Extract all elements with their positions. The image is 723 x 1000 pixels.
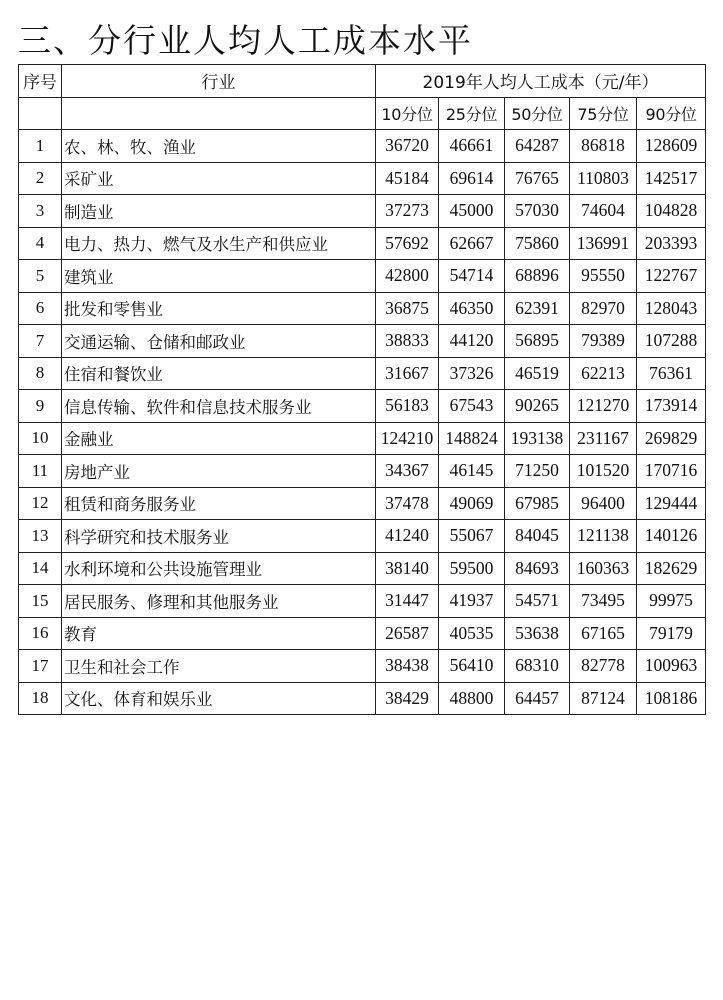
row-p90-value: 129444	[637, 487, 706, 520]
row-p75-value: 62213	[570, 357, 637, 390]
table-row	[19, 292, 706, 325]
row-index: 7	[19, 325, 62, 358]
row-p75-value: 121138	[570, 520, 637, 553]
table-row	[19, 195, 706, 228]
row-p10-value: 37478	[376, 487, 439, 520]
table-row	[19, 585, 706, 618]
row-p50-value: 68310	[505, 650, 570, 683]
row-index: 10	[19, 422, 62, 455]
row-p25-value: 46661	[439, 130, 505, 163]
row-p50-value: 90265	[505, 390, 570, 423]
row-p10-value: 38429	[376, 682, 439, 715]
row-p90-value: 128609	[637, 130, 706, 163]
row-p25-value: 40535	[439, 617, 505, 650]
row-p90-value: 79179	[637, 617, 706, 650]
row-index: 9	[19, 390, 62, 423]
row-p25-value: 45000	[439, 195, 505, 228]
row-p50-value: 193138	[505, 422, 570, 455]
row-p90-value: 107288	[637, 325, 706, 358]
table-row	[19, 325, 706, 358]
row-industry: 建筑业	[62, 260, 376, 293]
row-p50-value: 54571	[505, 585, 570, 618]
row-p50-value: 71250	[505, 455, 570, 488]
row-p10-value: 36875	[376, 292, 439, 325]
row-p50-value: 46519	[505, 357, 570, 390]
row-p75-value: 67165	[570, 617, 637, 650]
table-row	[19, 552, 706, 585]
row-p25-value: 59500	[439, 552, 505, 585]
header-p50: 50分位	[505, 97, 570, 130]
row-p90-value: 99975	[637, 585, 706, 618]
header-industry: 行业	[62, 65, 376, 98]
row-industry: 租赁和商务服务业	[62, 487, 376, 520]
row-p10-value: 31667	[376, 357, 439, 390]
subheader-empty-industry	[62, 97, 376, 130]
table-row	[19, 357, 706, 390]
row-industry: 居民服务、修理和其他服务业	[62, 585, 376, 618]
row-industry: 水利环境和公共设施管理业	[62, 552, 376, 585]
row-p90-value: 203393	[637, 227, 706, 260]
row-p75-value: 101520	[570, 455, 637, 488]
row-industry: 采矿业	[62, 162, 376, 195]
row-p50-value: 57030	[505, 195, 570, 228]
table-row	[19, 455, 706, 488]
row-p75-value: 73495	[570, 585, 637, 618]
row-index: 13	[19, 520, 62, 553]
table-subheader-row	[19, 97, 706, 130]
row-industry: 电力、热力、燃气及水生产和供应业	[62, 227, 376, 260]
row-p75-value: 82778	[570, 650, 637, 683]
row-p75-value: 121270	[570, 390, 637, 423]
row-index: 3	[19, 195, 62, 228]
table-row	[19, 390, 706, 423]
table-row	[19, 260, 706, 293]
row-industry: 制造业	[62, 195, 376, 228]
row-index: 17	[19, 650, 62, 683]
industry-labor-cost-table	[18, 64, 706, 715]
row-p90-value: 269829	[637, 422, 706, 455]
row-p10-value: 34367	[376, 455, 439, 488]
header-p25: 25分位	[439, 97, 505, 130]
row-p50-value: 62391	[505, 292, 570, 325]
table-row	[19, 487, 706, 520]
row-p25-value: 56410	[439, 650, 505, 683]
row-p75-value: 74604	[570, 195, 637, 228]
row-index: 16	[19, 617, 62, 650]
row-p50-value: 75860	[505, 227, 570, 260]
row-p90-value: 173914	[637, 390, 706, 423]
row-p50-value: 68896	[505, 260, 570, 293]
row-p90-value: 182629	[637, 552, 706, 585]
header-p90: 90分位	[637, 97, 706, 130]
row-index: 11	[19, 455, 62, 488]
row-p75-value: 96400	[570, 487, 637, 520]
row-p10-value: 42800	[376, 260, 439, 293]
row-p25-value: 37326	[439, 357, 505, 390]
table-header-row	[19, 65, 706, 98]
row-industry: 金融业	[62, 422, 376, 455]
row-p50-value: 67985	[505, 487, 570, 520]
row-p75-value: 160363	[570, 552, 637, 585]
row-industry: 交通运输、仓储和邮政业	[62, 325, 376, 358]
table-row	[19, 162, 706, 195]
row-p10-value: 45184	[376, 162, 439, 195]
row-index: 1	[19, 130, 62, 163]
row-p75-value: 95550	[570, 260, 637, 293]
row-index: 6	[19, 292, 62, 325]
row-p10-value: 41240	[376, 520, 439, 553]
row-p10-value: 26587	[376, 617, 439, 650]
row-p90-value: 170716	[637, 455, 706, 488]
row-industry: 批发和零售业	[62, 292, 376, 325]
table-row	[19, 617, 706, 650]
row-p10-value: 38833	[376, 325, 439, 358]
row-p25-value: 62667	[439, 227, 505, 260]
row-p50-value: 76765	[505, 162, 570, 195]
row-p10-value: 57692	[376, 227, 439, 260]
row-p25-value: 69614	[439, 162, 505, 195]
row-p50-value: 56895	[505, 325, 570, 358]
row-industry: 教育	[62, 617, 376, 650]
table-row	[19, 520, 706, 553]
row-p75-value: 110803	[570, 162, 637, 195]
row-p10-value: 56183	[376, 390, 439, 423]
row-p90-value: 76361	[637, 357, 706, 390]
header-p10: 10分位	[376, 97, 439, 130]
row-p75-value: 136991	[570, 227, 637, 260]
row-index: 18	[19, 682, 62, 715]
row-p25-value: 54714	[439, 260, 505, 293]
row-p50-value: 84693	[505, 552, 570, 585]
header-cost-group: 2019年人均人工成本（元/年）	[376, 65, 706, 98]
row-p25-value: 41937	[439, 585, 505, 618]
row-p10-value: 38438	[376, 650, 439, 683]
row-p10-value: 37273	[376, 195, 439, 228]
row-p50-value: 84045	[505, 520, 570, 553]
header-index: 序号	[19, 65, 62, 98]
row-p25-value: 67543	[439, 390, 505, 423]
row-industry: 农、林、牧、渔业	[62, 130, 376, 163]
row-industry: 信息传输、软件和信息技术服务业	[62, 390, 376, 423]
row-p10-value: 31447	[376, 585, 439, 618]
row-industry: 房地产业	[62, 455, 376, 488]
row-p90-value: 142517	[637, 162, 706, 195]
row-p25-value: 46145	[439, 455, 505, 488]
table-row	[19, 682, 706, 715]
row-p75-value: 231167	[570, 422, 637, 455]
row-p90-value: 140126	[637, 520, 706, 553]
row-p50-value: 64287	[505, 130, 570, 163]
row-industry: 科学研究和技术服务业	[62, 520, 376, 553]
row-p50-value: 64457	[505, 682, 570, 715]
row-p90-value: 128043	[637, 292, 706, 325]
table-row	[19, 650, 706, 683]
row-p75-value: 87124	[570, 682, 637, 715]
row-index: 4	[19, 227, 62, 260]
row-index: 14	[19, 552, 62, 585]
table-row	[19, 227, 706, 260]
row-p25-value: 49069	[439, 487, 505, 520]
row-p90-value: 104828	[637, 195, 706, 228]
row-p90-value: 108186	[637, 682, 706, 715]
row-p90-value: 122767	[637, 260, 706, 293]
row-p75-value: 86818	[570, 130, 637, 163]
row-p50-value: 53638	[505, 617, 570, 650]
header-p75: 75分位	[570, 97, 637, 130]
row-index: 12	[19, 487, 62, 520]
row-index: 5	[19, 260, 62, 293]
row-p10-value: 38140	[376, 552, 439, 585]
subheader-empty-index	[19, 97, 62, 130]
row-index: 8	[19, 357, 62, 390]
row-index: 15	[19, 585, 62, 618]
row-p25-value: 148824	[439, 422, 505, 455]
row-p25-value: 55067	[439, 520, 505, 553]
row-p10-value: 36720	[376, 130, 439, 163]
row-p25-value: 46350	[439, 292, 505, 325]
row-p75-value: 79389	[570, 325, 637, 358]
row-p90-value: 100963	[637, 650, 706, 683]
row-industry: 卫生和社会工作	[62, 650, 376, 683]
row-p25-value: 44120	[439, 325, 505, 358]
table-row	[19, 422, 706, 455]
row-industry: 住宿和餐饮业	[62, 357, 376, 390]
row-p75-value: 82970	[570, 292, 637, 325]
page-title: 三、分行业人均人工成本水平	[18, 21, 473, 60]
row-p10-value: 124210	[376, 422, 439, 455]
row-index: 2	[19, 162, 62, 195]
table-row	[19, 130, 706, 163]
row-p25-value: 48800	[439, 682, 505, 715]
row-industry: 文化、体育和娱乐业	[62, 682, 376, 715]
